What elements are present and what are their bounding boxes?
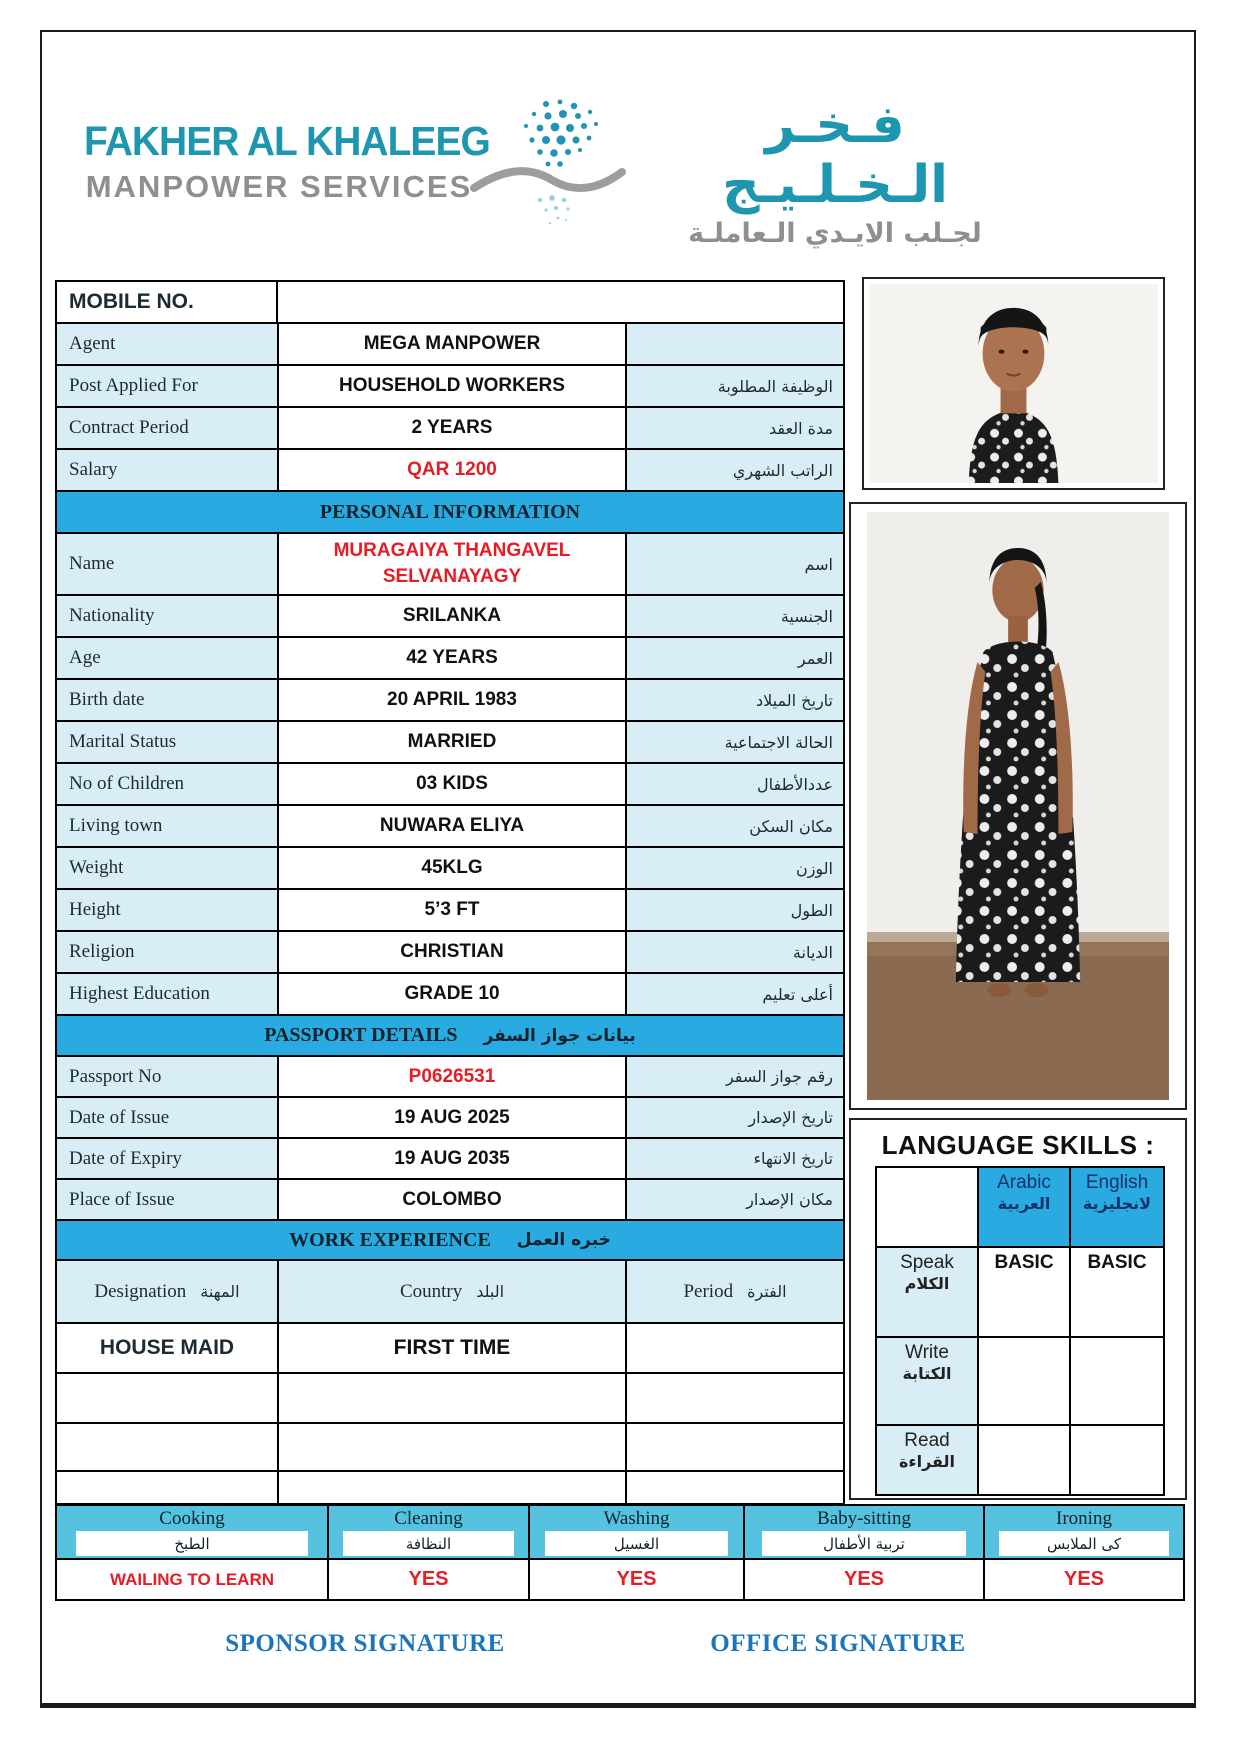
date-of-issue-arabic: تاريخ الإصدار [627,1098,843,1137]
living-town-value: NUWARA ELIYA [279,806,627,846]
work-experience-row-4 [57,1472,843,1503]
designation-header-ar: المهنة [200,1282,240,1301]
nationality-value: SRILANKA [279,596,627,636]
table-row-birth-date [57,680,843,722]
living-town-arabic: مكان السكن [627,806,843,846]
language-header-empty-cell [877,1168,979,1246]
table-row-nationality [57,596,843,638]
sponsor-signature-label: SPONSOR SIGNATURE [225,1630,505,1657]
mobile-no-value [278,282,843,322]
religion-value: CHRISTIAN [279,932,627,972]
post-applied-label: Post Applied For [57,366,279,406]
washing-value: YES [616,1568,657,1590]
language-skills-panel [849,1118,1187,1500]
salary-arabic: الراتب الشهري [627,450,843,490]
applicant-headshot-photo [862,277,1165,490]
nationality-arabic: الجنسية [627,596,843,636]
marital-status-value: MARRIED [279,722,627,762]
passport-title-arabic: بيانات جواز السفر [483,1025,636,1046]
name-arabic: اسم [627,534,843,594]
birth-date-label: Birth date [57,680,279,720]
speak-label [877,1248,979,1336]
language-col-english [1071,1168,1163,1246]
arabic-col-label-en: Arabic [997,1172,1051,1193]
section-header-passport-details [57,1016,843,1057]
weight-value: 45KLG [279,848,627,888]
work-experience-row-2 [57,1374,843,1424]
age-value: 42 YEARS [279,638,627,678]
language-skills-title: LANGUAGE SKILLS : [881,1130,1155,1160]
work-row2-designation [57,1374,279,1422]
write-arabic-value [979,1338,1071,1424]
cleaning-label-ar: النظافة [343,1531,514,1556]
work-col-country [279,1261,627,1322]
country-header-ar: البلد [476,1282,505,1301]
skill-col-ironing [985,1506,1183,1599]
section-header-work-experience [57,1221,843,1261]
table-row-height [57,890,843,932]
brand-tagline-english: MANPOWER SERVICES [85,169,473,204]
height-arabic: الطول [627,890,843,930]
children-value: 03 KIDS [279,764,627,804]
read-label [877,1426,979,1494]
living-town-label: Living town [57,806,279,846]
work-col-designation [57,1261,279,1322]
work-row1-country: FIRST TIME [279,1324,627,1372]
table-row-mobile-no [57,282,843,324]
education-label: Highest Education [57,974,279,1014]
brand-tagline-arabic: لجـلب الايـدي الـعاملـة [688,217,982,249]
baby-sitting-header [745,1506,983,1560]
language-row-speak [877,1248,1163,1338]
date-of-issue-value: 19 AUG 2025 [279,1098,627,1137]
table-row-date-of-expiry [57,1139,843,1180]
speak-arabic-value: BASIC [979,1248,1071,1336]
table-row-passport-no [57,1057,843,1098]
biodata-table [55,280,845,1505]
cleaning-header [329,1506,528,1560]
work-row2-country [279,1374,627,1422]
language-col-arabic [979,1168,1071,1246]
baby-sitting-value: YES [843,1568,885,1590]
work-title-arabic: خبره العمل [516,1230,611,1250]
cooking-label-en: Cooking [159,1508,225,1529]
children-label: No of Children [57,764,279,804]
language-header-row [877,1168,1163,1248]
table-row-age [57,638,843,680]
table-row-salary [57,450,843,492]
name-value: MURAGAIYA THANGAVEL SELVANAYAGY [279,534,627,594]
name-label: Name [57,534,279,594]
salary-label: Salary [57,450,279,490]
personal-info-title: PERSONAL INFORMATION [319,500,581,523]
skill-col-baby-sitting [745,1506,985,1599]
work-title-english: WORK EXPERIENCE [289,1228,491,1251]
table-row-children [57,764,843,806]
date-of-expiry-value: 19 AUG 2035 [279,1139,627,1178]
marital-status-label: Marital Status [57,722,279,762]
logo-swoosh [474,171,622,188]
work-row3-period [627,1424,843,1470]
contract-period-arabic: مدة العقد [627,408,843,448]
section-header-personal-information [57,492,843,534]
language-row-read [877,1426,1163,1494]
religion-label: Religion [57,932,279,972]
work-row1-period [627,1324,843,1372]
english-col-label-ar: لانجليزية [1082,1194,1152,1213]
period-header-ar: الفترة [747,1282,787,1301]
table-row-education [57,974,843,1016]
arabic-col-label-ar: العربية [997,1194,1051,1213]
language-skills-table [875,1166,1165,1496]
education-value: GRADE 10 [279,974,627,1014]
table-row-post-applied [57,366,843,408]
baby-sitting-label-en: Baby-sitting [817,1508,911,1529]
cleaning-label-en: Cleaning [394,1508,463,1529]
work-experience-row-1 [57,1324,843,1374]
table-row-living-town [57,806,843,848]
brand-wordmark-arabic [645,96,1025,249]
cooking-header [57,1506,327,1560]
speak-english-value: BASIC [1087,1252,1147,1273]
table-row-place-of-issue [57,1180,843,1221]
work-experience-header-row [57,1261,843,1324]
marital-status-arabic: الحالة الاجتماعية [627,722,843,762]
children-arabic: عددالأطفال [627,764,843,804]
date-of-expiry-arabic: تاريخ الانتهاء [627,1139,843,1178]
country-header-en: Country [399,1280,463,1302]
table-row-contract-period [57,408,843,450]
agent-label: Agent [57,324,279,364]
washing-header [530,1506,743,1560]
contract-period-label: Contract Period [57,408,279,448]
applicant-full-length-photo [849,502,1187,1110]
agent-arabic [627,324,843,364]
table-row-marital-status [57,722,843,764]
skill-col-cleaning [329,1506,530,1599]
brand-wordmark-english [84,118,490,205]
write-label-ar: الكتابة [902,1364,952,1383]
speak-label-en: Speak [900,1252,954,1273]
language-row-write [877,1338,1163,1426]
write-english-value [1071,1338,1163,1424]
read-arabic-value [979,1426,1071,1494]
place-of-issue-label: Place of Issue [57,1180,279,1219]
age-label: Age [57,638,279,678]
baby-sitting-label-ar: تربية الأطفال [762,1531,967,1556]
passport-no-value: P0626531 [279,1057,627,1096]
table-row-date-of-issue [57,1098,843,1139]
cleaning-value: YES [408,1568,449,1590]
agent-value: MEGA MANPOWER [279,324,627,364]
height-value: 5’3 FT [279,890,627,930]
post-applied-value: HOUSEHOLD WORKERS [279,366,627,406]
skill-col-cooking [57,1506,329,1599]
religion-arabic: الديانة [627,932,843,972]
date-of-issue-label: Date of Issue [57,1098,279,1137]
nationality-label: Nationality [57,596,279,636]
read-english-value [1071,1426,1163,1494]
designation-header-en: Designation [94,1280,187,1302]
write-label-en: Write [905,1342,949,1363]
work-row4-designation [57,1472,279,1503]
office-signature-label: OFFICE SIGNATURE [710,1630,966,1657]
ironing-value: YES [1063,1568,1105,1590]
passport-no-arabic: رقم جواز السفر [627,1057,843,1096]
work-row3-designation [57,1424,279,1470]
work-row3-country [279,1424,627,1470]
age-arabic: العمر [627,638,843,678]
work-row4-country [279,1472,627,1503]
brand-name-arabic: فـخـر الـخـلـيـج [722,95,948,215]
place-of-issue-value: COLOMBO [279,1180,627,1219]
height-label: Height [57,890,279,930]
work-col-period [627,1261,843,1322]
work-row4-period [627,1472,843,1503]
work-experience-row-3 [57,1424,843,1472]
table-row-weight [57,848,843,890]
company-logo-icon [468,92,628,235]
ironing-label-ar: كى الملابس [999,1531,1169,1556]
birth-date-arabic: تاريخ الميلاد [627,680,843,720]
skill-col-washing [530,1506,745,1599]
cooking-label-ar: الطبخ [76,1531,308,1556]
read-label-ar: القراءة [898,1452,956,1471]
cooking-value: WAILING TO LEARN [109,1569,274,1589]
table-row-name [57,534,843,596]
brand-name-english: FAKHER AL KHALEEG [84,118,490,164]
ironing-header [985,1506,1183,1560]
ironing-label-en: Ironing [1056,1508,1112,1529]
washing-label-en: Washing [603,1508,670,1529]
date-of-expiry-label: Date of Expiry [57,1139,279,1178]
speak-label-ar: الكلام [904,1274,950,1293]
table-row-agent [57,324,843,366]
passport-no-label: Passport No [57,1057,279,1096]
salary-value: QAR 1200 [279,450,627,490]
weight-label: Weight [57,848,279,888]
weight-arabic: الوزن [627,848,843,888]
place-of-issue-arabic: مكان الإصدار [627,1180,843,1219]
period-header-en: Period [683,1280,734,1302]
post-applied-arabic: الوظيفة المطلوبة [627,366,843,406]
passport-title-english: PASSPORT DETAILS [264,1024,458,1046]
education-arabic: أعلى تعليم [627,974,843,1014]
work-row2-period [627,1374,843,1422]
mobile-no-label: MOBILE NO. [57,282,278,322]
work-row1-designation: HOUSE MAID [57,1324,279,1372]
washing-label-ar: الغسيل [545,1531,728,1556]
birth-date-value: 20 APRIL 1983 [279,680,627,720]
contract-period-value: 2 YEARS [279,408,627,448]
english-col-label-en: English [1085,1172,1149,1193]
household-skills-table [55,1504,1185,1601]
read-label-en: Read [904,1430,950,1451]
table-row-religion [57,932,843,974]
write-label [877,1338,979,1424]
